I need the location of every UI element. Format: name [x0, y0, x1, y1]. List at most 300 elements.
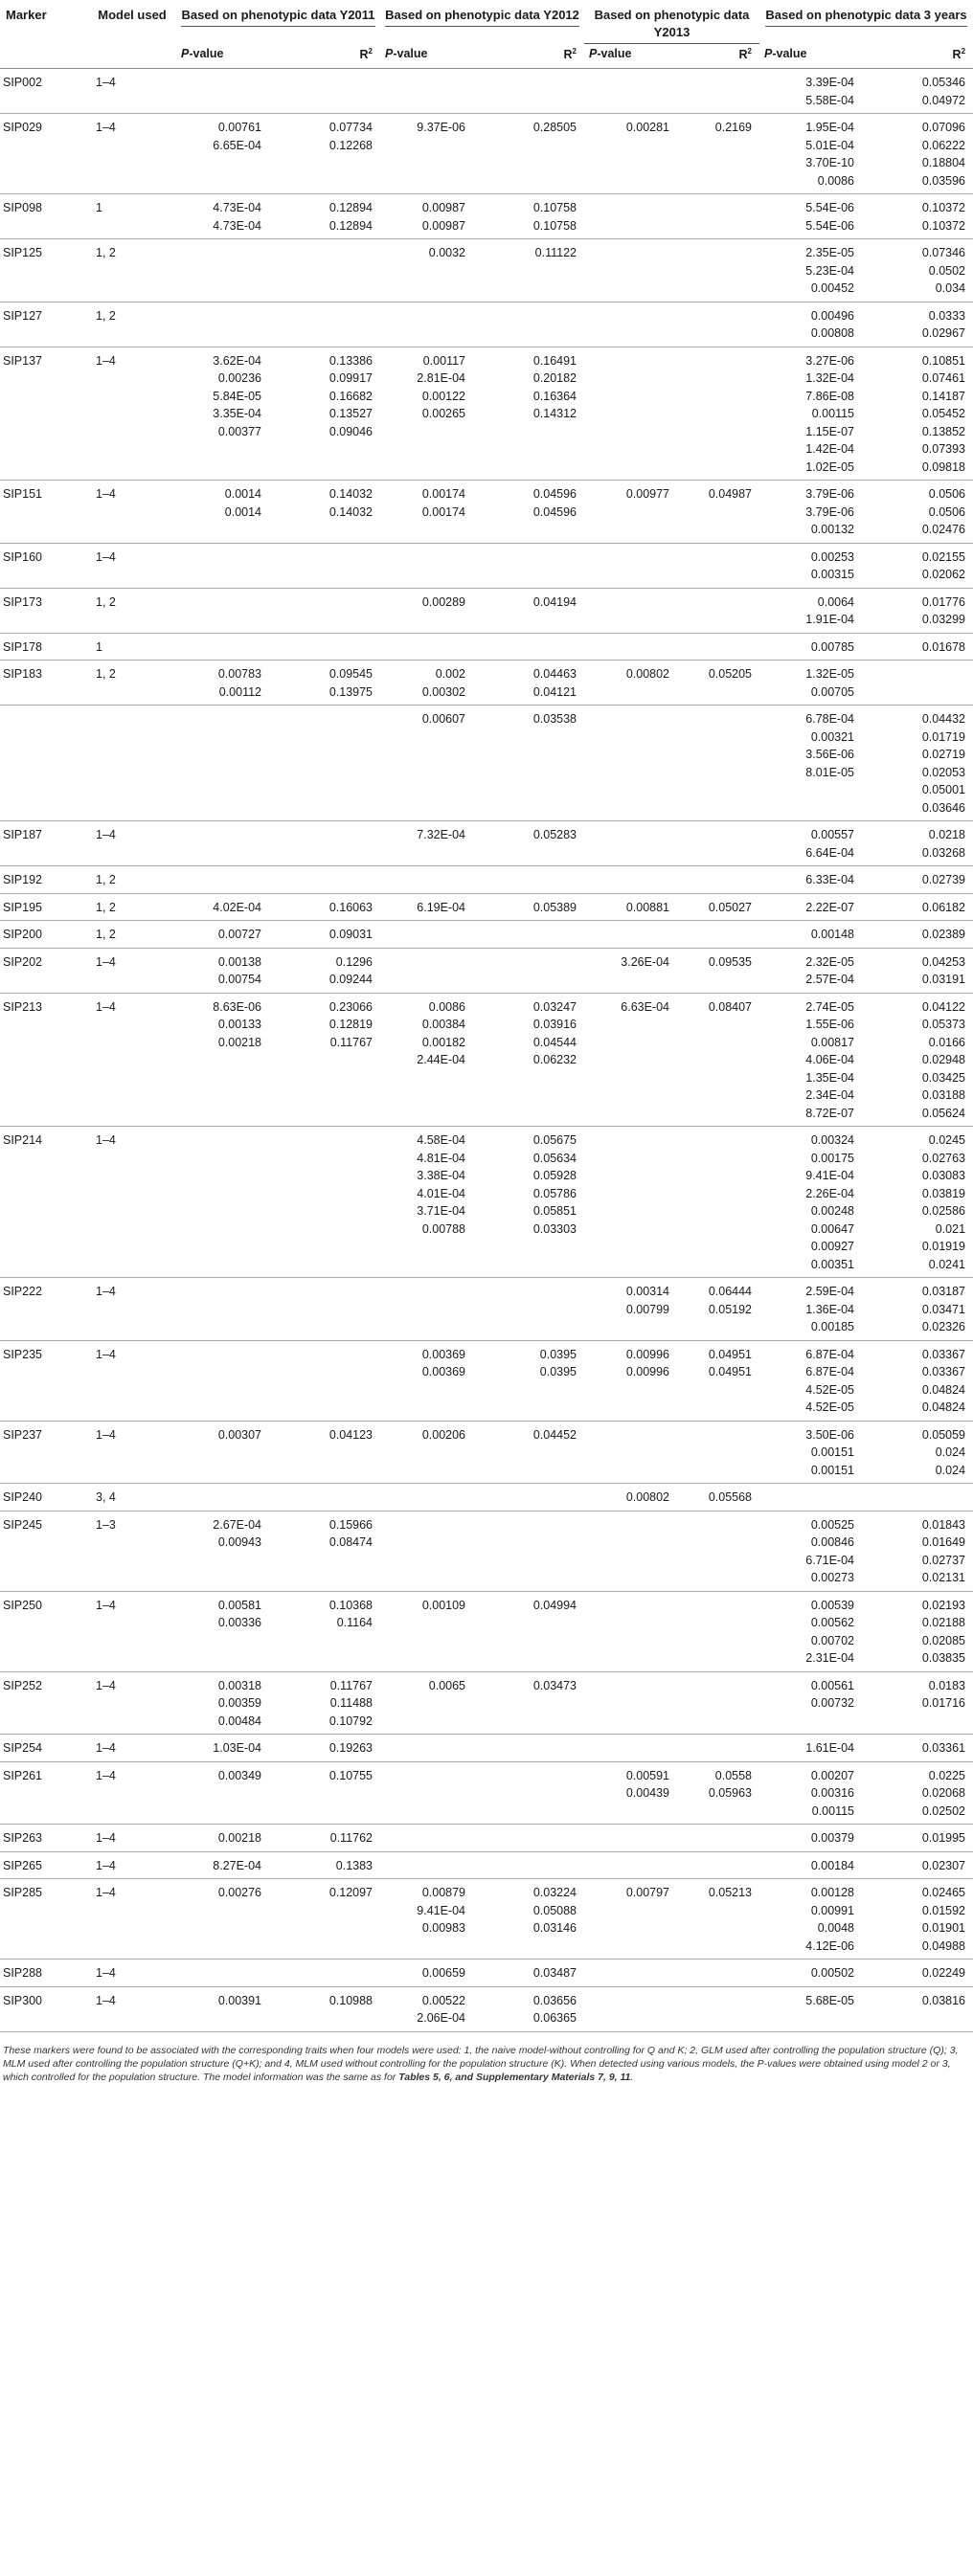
- r2-value: 0.07346: [921, 246, 966, 259]
- r2-cell: [868, 921, 973, 949]
- r2-cell: [683, 588, 759, 633]
- model-cell: 1–4: [88, 948, 176, 993]
- r2-value: 0.09031: [328, 928, 373, 941]
- model-cell: 1–4: [88, 1591, 176, 1671]
- r2-value: 0.11767: [329, 1678, 373, 1692]
- table-row: [0, 706, 973, 821]
- pvalue-value: 0.00702: [810, 1633, 854, 1647]
- r2-value: 0.04824: [921, 1400, 966, 1414]
- r2-cell: [868, 1986, 973, 2031]
- pvalue-value: 5.23E-04: [805, 263, 854, 278]
- r2-value: 0.20182: [532, 371, 577, 385]
- group-header-y2012: Based on phenotypic data Y2012: [380, 0, 584, 47]
- r2-cell: [683, 633, 759, 661]
- r2-cell: [868, 993, 973, 1127]
- pvalue-cell: [759, 633, 868, 661]
- pvalue-cell: [759, 1340, 868, 1421]
- pvalue-value: 0.00881: [625, 900, 669, 914]
- r2-value: 0.14187: [921, 389, 966, 403]
- model-cell: 1: [88, 194, 176, 239]
- r2-value: 0.0218: [928, 828, 966, 841]
- r2-value: 0.05851: [532, 1204, 577, 1218]
- r2-value: 0.01649: [921, 1535, 966, 1549]
- marker-cell: SIP254: [0, 1735, 88, 1762]
- r2-cell: [868, 1484, 973, 1512]
- pvalue-value: 2.74E-05: [805, 999, 854, 1014]
- r2-value: 0.04988: [921, 1938, 966, 1953]
- r2-cell: [275, 1960, 380, 1987]
- table-row: [0, 69, 973, 114]
- pvalue-value: 3.50E-06: [805, 1427, 854, 1442]
- pvalue-cell: [584, 893, 683, 921]
- pvalue-value: 2.32E-05: [805, 954, 854, 969]
- pvalue-cell: [380, 1761, 479, 1825]
- pvalue-value: 0.00987: [421, 201, 465, 214]
- r2-value: 0.09917: [328, 371, 373, 385]
- table-row: [0, 1484, 973, 1512]
- r2-cell: [275, 1851, 380, 1879]
- r2-value: 0.03916: [532, 1018, 577, 1031]
- marker-cell: SIP265: [0, 1851, 88, 1879]
- marker-cell: SIP214: [0, 1127, 88, 1278]
- r2-cell: [868, 1960, 973, 1987]
- r2-value: 0.14312: [532, 407, 577, 420]
- table-row: [0, 347, 973, 481]
- pvalue-value: 3.39E-04: [805, 76, 854, 89]
- pvalue-subheader: P-value: [176, 47, 275, 69]
- pvalue-cell: [584, 114, 683, 194]
- pvalue-value: 2.81E-04: [417, 371, 465, 385]
- r2-value: 0.05059: [921, 1427, 966, 1442]
- model-cell: 1–4: [88, 1735, 176, 1762]
- r2-value: 0.02307: [921, 1858, 966, 1872]
- table-footnote: These markers were found to be associated with the corresponding traits when four models were used: 1, the naive model-without controlling for Q and K; 2, GLM used after controlling the population structure (Q); 3, MLM used after controlling the population structure (Q+K); and 4, MLM used without controlling for the population structure (K). When detected using various models, the P-values were obtained using model 2 or 3, which controlled for the population structure. The model information was the same as for Tables 5, 6, and Supplementary Materials 7, 9, 11.: [3, 2044, 959, 2083]
- r2-value: 0.06232: [532, 1053, 577, 1066]
- pvalue-value: 0.00318: [217, 1678, 261, 1692]
- r2-value: 0.05001: [921, 783, 966, 796]
- pvalue-cell: [759, 821, 868, 866]
- pvalue-value: 5.58E-04: [805, 93, 854, 107]
- pvalue-cell: [380, 661, 479, 706]
- pvalue-value: 4.81E-04: [417, 1151, 465, 1165]
- r2-value: 0.0502: [928, 263, 966, 278]
- r2-value: 0.03538: [532, 712, 577, 726]
- pvalue-value: 0.00983: [421, 1921, 465, 1935]
- pvalue-value: 0.00817: [810, 1035, 854, 1049]
- r2-value: 0.03835: [921, 1651, 966, 1665]
- r2-cell: [275, 481, 380, 544]
- table-row: [0, 1278, 973, 1341]
- r2-value: 0.04432: [921, 712, 966, 726]
- r2-value: 0.04994: [532, 1598, 577, 1612]
- r2-value: 0.05205: [708, 667, 752, 681]
- pvalue-cell: [584, 948, 683, 993]
- r2-cell: [275, 69, 380, 114]
- pvalue-value: 0.00846: [810, 1535, 854, 1549]
- r2-value: 0.08474: [328, 1535, 373, 1549]
- pvalue-value: 0.00647: [810, 1221, 854, 1236]
- r2-cell: [479, 1511, 584, 1591]
- r2-cell: [275, 866, 380, 894]
- pvalue-cell: [759, 1127, 868, 1278]
- pvalue-cell: [176, 993, 275, 1127]
- model-cell: 1, 2: [88, 893, 176, 921]
- table-row: [0, 921, 973, 949]
- r2-cell: [683, 921, 759, 949]
- pvalue-cell: [759, 347, 868, 481]
- r2-value: 0.09818: [921, 459, 966, 474]
- pvalue-value: 4.06E-04: [805, 1053, 854, 1066]
- pvalue-cell: [380, 893, 479, 921]
- pvalue-value: 1.36E-04: [805, 1302, 854, 1316]
- model-header: Model used: [98, 8, 167, 22]
- r2-value: 0.024: [935, 1463, 966, 1477]
- r2-value: 0.03819: [921, 1186, 966, 1200]
- pvalue-cell: [759, 1484, 868, 1512]
- r2-cell: [868, 1278, 973, 1341]
- model-cell: 1–4: [88, 1340, 176, 1421]
- r2-cell: [479, 1127, 584, 1278]
- pvalue-cell: [380, 194, 479, 239]
- pvalue-cell: [584, 1761, 683, 1825]
- table-row: [0, 481, 973, 544]
- pvalue-value: 0.00785: [810, 639, 854, 654]
- pvalue-cell: [176, 1278, 275, 1341]
- pvalue-cell: [759, 866, 868, 894]
- pvalue-cell: [176, 347, 275, 481]
- r2-cell: [868, 1851, 973, 1879]
- r2-value: 0.02476: [921, 523, 966, 536]
- r2-cell: [683, 1591, 759, 1671]
- r2-value: 0.03083: [921, 1169, 966, 1182]
- pvalue-value: 0.00273: [810, 1571, 854, 1584]
- marker-cell: SIP252: [0, 1671, 88, 1735]
- pvalue-value: 0.00351: [810, 1257, 854, 1271]
- pvalue-value: 0.00307: [217, 1427, 261, 1442]
- model-cell: 1–4: [88, 1851, 176, 1879]
- table-row: [0, 893, 973, 921]
- pvalue-cell: [380, 1511, 479, 1591]
- r2-value: 0.13386: [328, 353, 373, 368]
- r2-value: 0.1164: [336, 1616, 373, 1629]
- pvalue-value: 0.00115: [811, 407, 854, 420]
- table-row: [0, 1340, 973, 1421]
- table-row: [0, 543, 973, 588]
- pvalue-cell: [380, 1591, 479, 1671]
- r2-value: 0.03816: [921, 1993, 966, 2007]
- pvalue-value: 1.03E-04: [213, 1741, 261, 1755]
- r2-value: 0.03487: [532, 1966, 577, 1980]
- r2-cell: [683, 1986, 759, 2031]
- marker-cell: SIP187: [0, 821, 88, 866]
- pvalue-cell: [176, 239, 275, 302]
- r2-cell: [479, 1851, 584, 1879]
- pvalue-value: 0.00349: [217, 1768, 261, 1782]
- pvalue-value: 0.00996: [625, 1365, 669, 1378]
- pvalue-value: 0.00115: [811, 1803, 854, 1818]
- r2-cell: [479, 1825, 584, 1852]
- r2-cell: [683, 194, 759, 239]
- r2-cell: [683, 239, 759, 302]
- r2-cell: [868, 1761, 973, 1825]
- pvalue-value: 0.00808: [810, 326, 854, 340]
- pvalue-value: 6.33E-04: [805, 873, 854, 886]
- marker-cell: SIP178: [0, 633, 88, 661]
- pvalue-value: 5.68E-05: [805, 1993, 854, 2007]
- pvalue-value: 6.78E-04: [805, 712, 854, 726]
- r2-value: 0.05373: [921, 1018, 966, 1031]
- pvalue-cell: [759, 543, 868, 588]
- r2-cell: [275, 347, 380, 481]
- pvalue-value: 0.00561: [810, 1678, 854, 1692]
- pvalue-value: 1.32E-04: [805, 371, 854, 385]
- pvalue-value: [759, 799, 854, 818]
- r2-value: 0.03425: [921, 1070, 966, 1085]
- pvalue-cell: [380, 302, 479, 347]
- model-cell: 1–4: [88, 1986, 176, 2031]
- r2-value: 0.03146: [532, 1921, 577, 1935]
- pvalue-cell: [380, 866, 479, 894]
- r2-cell: [275, 1484, 380, 1512]
- pvalue-cell: [380, 1960, 479, 1987]
- pvalue-value: 1.42E-04: [805, 442, 854, 456]
- table-row: [0, 866, 973, 894]
- pvalue-cell: [759, 481, 868, 544]
- r2-value: 0.09545: [328, 667, 373, 681]
- r2-cell: [275, 114, 380, 194]
- pvalue-value: 5.84E-05: [213, 389, 261, 403]
- r2-cell: [275, 1671, 380, 1735]
- pvalue-value: 0.00302: [421, 684, 465, 699]
- r2-value: 0.04463: [532, 667, 577, 681]
- pvalue-cell: [759, 302, 868, 347]
- table-row: [0, 1591, 973, 1671]
- table-row: [0, 302, 973, 347]
- pvalue-value: 8.72E-07: [805, 1106, 854, 1120]
- pvalue-value: 0.00705: [810, 684, 854, 699]
- pvalue-value: 0.00727: [217, 928, 261, 941]
- pvalue-value: 0.00369: [421, 1347, 465, 1361]
- model-cell: 3, 4: [88, 1484, 176, 1512]
- pvalue-cell: [584, 588, 683, 633]
- r2-cell: [275, 1421, 380, 1484]
- r2-value: 0.04544: [532, 1035, 577, 1049]
- table-row: [0, 1879, 973, 1960]
- r2-value: 0.03268: [921, 845, 966, 860]
- r2-value: 0.0395: [539, 1365, 577, 1378]
- r2-cell: [479, 1735, 584, 1762]
- r2-cell: [868, 1735, 973, 1762]
- r2-cell: [868, 821, 973, 866]
- pvalue-value: 2.35E-05: [805, 246, 854, 259]
- pvalue-cell: [584, 1851, 683, 1879]
- pvalue-cell: [584, 1127, 683, 1278]
- r2-value: 0.02068: [921, 1786, 966, 1800]
- pvalue-value: 0.00289: [421, 594, 465, 609]
- r2-cell: [275, 1879, 380, 1960]
- pvalue-cell: [584, 347, 683, 481]
- pvalue-value: 0.00581: [217, 1598, 261, 1612]
- marker-cell: SIP285: [0, 1879, 88, 1960]
- pvalue-cell: [584, 194, 683, 239]
- r2-cell: [275, 302, 380, 347]
- r2-value: 0.01995: [921, 1831, 966, 1845]
- pvalue-value: 6.87E-04: [805, 1347, 854, 1361]
- pvalue-cell: [759, 893, 868, 921]
- r2-cell: [683, 948, 759, 993]
- r2-value: 0.0506: [928, 487, 966, 501]
- pvalue-cell: [380, 1421, 479, 1484]
- pvalue-cell: [584, 706, 683, 821]
- pvalue-value: 0.00138: [217, 954, 261, 969]
- pvalue-cell: [176, 1986, 275, 2031]
- pvalue-cell: [380, 1127, 479, 1278]
- r2-value: 0.03247: [532, 999, 577, 1014]
- pvalue-cell: [759, 706, 868, 821]
- model-cell: 1, 2: [88, 239, 176, 302]
- r2-value: 0.05283: [532, 828, 577, 841]
- r2-value: 0.05213: [708, 1886, 752, 1899]
- pvalue-value: 3.38E-04: [417, 1169, 465, 1182]
- pvalue-cell: [380, 1851, 479, 1879]
- table-row: [0, 633, 973, 661]
- pvalue-value: 5.54E-06: [805, 201, 854, 214]
- group-header-y2011: Based on phenotypic data Y2011: [176, 0, 380, 47]
- r2-cell: [868, 1511, 973, 1591]
- pvalue-cell: [759, 1761, 868, 1825]
- pvalue-value: 2.06E-04: [417, 2011, 465, 2025]
- r2-cell: [683, 1278, 759, 1341]
- r2-value: 0.03656: [532, 1993, 577, 2007]
- table-row: [0, 114, 973, 194]
- pvalue-cell: [584, 661, 683, 706]
- table-row: [0, 661, 973, 706]
- model-cell: 1: [88, 633, 176, 661]
- r2-cell: [275, 893, 380, 921]
- r2-cell: [275, 921, 380, 949]
- model-cell: 1, 2: [88, 302, 176, 347]
- r2-cell: [868, 239, 973, 302]
- pvalue-value: 0.00591: [625, 1768, 669, 1782]
- pvalue-value: 0.00732: [810, 1696, 854, 1710]
- r2-cell: [275, 543, 380, 588]
- pvalue-value: 4.01E-04: [417, 1186, 465, 1200]
- table-row: [0, 588, 973, 633]
- pvalue-cell: [380, 1825, 479, 1852]
- pvalue-value: 0.00391: [217, 1993, 261, 2007]
- r2-value: 0.01776: [921, 594, 966, 609]
- r2-value: 0.021: [935, 1221, 966, 1236]
- r2-value: 0.04194: [532, 594, 577, 609]
- marker-cell: SIP263: [0, 1825, 88, 1852]
- pvalue-value: 0.00377: [217, 424, 261, 438]
- pvalue-subheader: P-value: [584, 47, 683, 69]
- marker-cell: SIP160: [0, 543, 88, 588]
- pvalue-subheader: P-value: [759, 47, 868, 69]
- r2-value: 0.10851: [921, 353, 966, 368]
- pvalue-cell: [380, 588, 479, 633]
- pvalue-value: 2.22E-07: [805, 900, 854, 914]
- r2-value: 0.0183: [928, 1678, 966, 1692]
- pvalue-cell: [380, 1879, 479, 1960]
- table-row: [0, 1511, 973, 1591]
- r2-value: 0.10758: [532, 218, 577, 233]
- table-row: [0, 1671, 973, 1735]
- pvalue-cell: [584, 1879, 683, 1960]
- pvalue-cell: [176, 1761, 275, 1825]
- pvalue-cell: [176, 69, 275, 114]
- r2-value: 0.13527: [328, 407, 373, 420]
- pvalue-value: 1.02E-05: [805, 459, 854, 474]
- r2-value: 0.09244: [328, 973, 373, 986]
- r2-cell: [275, 1986, 380, 2031]
- pvalue-value: 3.71E-04: [417, 1204, 465, 1218]
- pvalue-cell: [176, 661, 275, 706]
- model-cell: 1–3: [88, 1511, 176, 1591]
- r2-cell: [275, 194, 380, 239]
- pvalue-value: 3.56E-06: [805, 748, 854, 761]
- r2-value: 0.05786: [532, 1186, 577, 1200]
- r2-value: 0.04122: [921, 999, 966, 1014]
- pvalue-cell: [176, 1851, 275, 1879]
- pvalue-value: 0.00174: [421, 487, 465, 501]
- marker-cell: SIP222: [0, 1278, 88, 1341]
- r2-cell: [479, 1960, 584, 1987]
- pvalue-cell: [759, 1879, 868, 1960]
- pvalue-value: 6.71E-04: [805, 1553, 854, 1567]
- r2-value: 0.05389: [532, 900, 577, 914]
- r2-cell: [479, 1421, 584, 1484]
- r2-value: 0.02389: [921, 928, 966, 941]
- pvalue-value: 8.27E-04: [213, 1858, 261, 1872]
- r2-cell: [683, 821, 759, 866]
- r2-cell: [868, 543, 973, 588]
- r2-cell: [683, 993, 759, 1127]
- r2-value: 0.11488: [329, 1696, 373, 1710]
- pvalue-cell: [759, 1671, 868, 1735]
- pvalue-value: 0.00314: [625, 1285, 669, 1298]
- pvalue-cell: [176, 921, 275, 949]
- r2-cell: [275, 661, 380, 706]
- r2-value: 0.03367: [921, 1347, 966, 1361]
- pvalue-value: 0.002: [435, 667, 465, 681]
- r2-cell: [275, 588, 380, 633]
- pvalue-value: 3.27E-06: [805, 353, 854, 368]
- pvalue-value: 6.65E-04: [213, 138, 261, 152]
- pvalue-value: 0.00253: [810, 549, 854, 564]
- pvalue-value: 0.00562: [810, 1616, 854, 1629]
- r2-cell: [683, 1484, 759, 1512]
- pvalue-value: 6.87E-04: [805, 1365, 854, 1378]
- r2-value: 0.02155: [921, 549, 966, 564]
- r2-cell: [868, 69, 973, 114]
- pvalue-cell: [584, 1511, 683, 1591]
- model-cell: 1–4: [88, 543, 176, 588]
- r2-value: 0.06444: [708, 1285, 752, 1298]
- r2-value: 0.03191: [921, 973, 966, 986]
- table-row: [0, 239, 973, 302]
- marker-cell: SIP261: [0, 1761, 88, 1825]
- pvalue-cell: [584, 1591, 683, 1671]
- pvalue-value: 4.52E-05: [805, 1400, 854, 1414]
- r2-subheader: $R^2$: [479, 47, 584, 69]
- pvalue-value: 0.00502: [810, 1966, 854, 1980]
- marker-cell: SIP235: [0, 1340, 88, 1421]
- r2-cell: [683, 1735, 759, 1762]
- pvalue-cell: [176, 302, 275, 347]
- r2-cell: [479, 239, 584, 302]
- r2-value: 0.034: [935, 281, 966, 295]
